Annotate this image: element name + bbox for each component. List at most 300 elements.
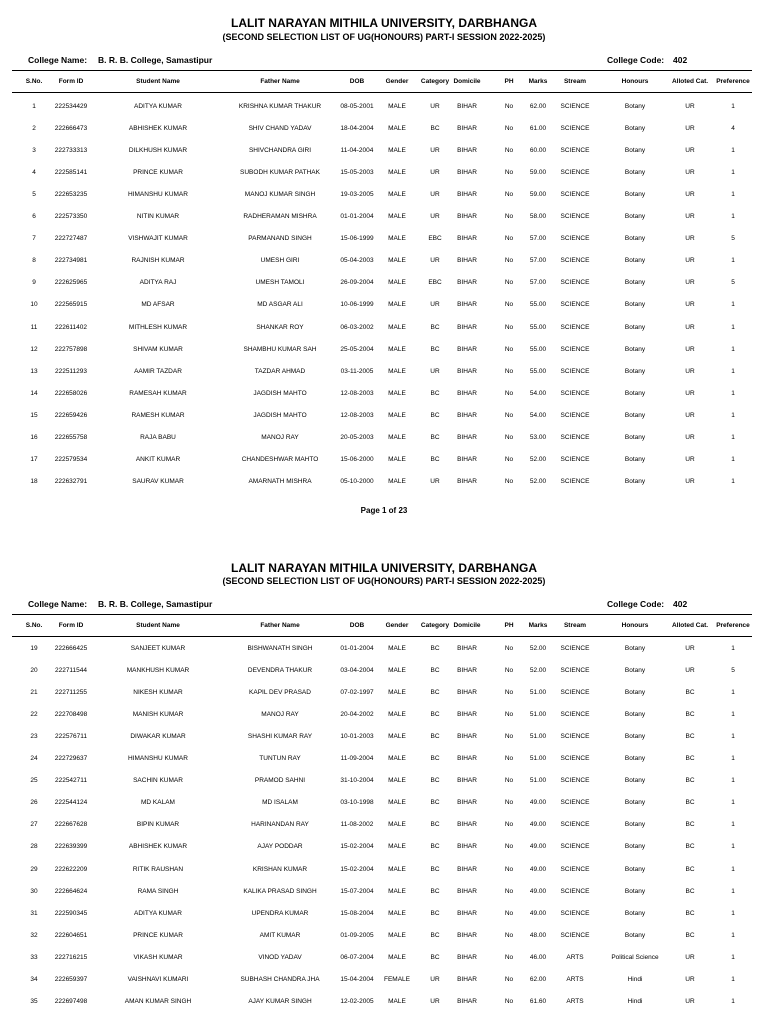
cell-student-name: ABHISHEK KUMAR <box>128 124 188 132</box>
cell-preference: 1 <box>731 821 735 829</box>
cell-marks: 54.00 <box>529 411 547 419</box>
cell-preference: 1 <box>731 688 735 696</box>
cell-gender: MALE <box>388 843 406 851</box>
cell-category: UR <box>430 168 440 176</box>
cell-stream: ARTS <box>566 976 584 983</box>
cell-sno: 9 <box>32 279 36 287</box>
cell-marks: 51.00 <box>529 710 547 718</box>
table-row <box>0 792 768 814</box>
cell-student-name: MITHLESH KUMAR <box>128 323 188 331</box>
cell-father-name: RADHERAMAN MISHRA <box>243 213 317 220</box>
cell-honours: Botany <box>624 688 646 696</box>
cell-father-name: AMIT KUMAR <box>259 931 301 939</box>
cell-domicile: BIHAR <box>457 909 477 917</box>
page-separator <box>0 530 768 545</box>
cell-domicile: BIHAR <box>457 235 477 243</box>
cell-dob: 25-05-2004 <box>340 345 374 353</box>
cell-form-id: 222590345 <box>54 909 88 917</box>
col-header-father-name: Father Name <box>260 77 300 85</box>
cell-preference: 1 <box>731 953 735 961</box>
cell-stream: SCIENCE <box>560 146 590 154</box>
cell-honours: Botany <box>624 367 646 375</box>
cell-alloted-cat: BC <box>685 688 695 696</box>
cell-alloted-cat: BC <box>685 821 695 829</box>
cell-preference: 1 <box>731 434 735 441</box>
cell-preference: 1 <box>731 931 735 939</box>
college-name: B. R. B. College, Samastipur <box>98 599 213 609</box>
cell-marks: 49.00 <box>529 865 547 873</box>
cell-preference: 1 <box>731 865 735 873</box>
cell-alloted-cat: UR <box>685 411 695 419</box>
cell-gender: MALE <box>388 909 406 917</box>
cell-student-name: RAJNISH KUMAR <box>131 257 185 265</box>
cell-domicile: BIHAR <box>457 931 477 939</box>
cell-alloted-cat: BC <box>685 887 695 895</box>
cell-form-id: 222585141 <box>54 168 88 176</box>
cell-father-name: AJAY KUMAR SINGH <box>248 998 312 1006</box>
cell-father-name: UPENDRA KUMAR <box>251 909 309 917</box>
cell-domicile: BIHAR <box>457 688 477 696</box>
cell-ph: No <box>504 323 514 331</box>
cell-father-name: HARINANDAN RAY <box>251 821 309 829</box>
cell-stream: SCIENCE <box>560 887 590 895</box>
cell-ph: No <box>504 345 514 353</box>
cell-domicile: BIHAR <box>457 732 477 740</box>
cell-domicile: BIHAR <box>457 998 477 1006</box>
cell-category: BC <box>430 434 440 441</box>
cell-category: BC <box>430 323 440 331</box>
cell-student-name: SACHIN KUMAR <box>133 777 183 785</box>
university-title: LALIT NARAYAN MITHILA UNIVERSITY, DARBHANGA <box>230 561 537 575</box>
cell-form-id: 222659397 <box>54 976 88 983</box>
cell-ph: No <box>504 146 514 154</box>
cell-father-name: SHASHI KUMAR RAY <box>247 732 313 740</box>
cell-marks: 62.00 <box>529 102 547 110</box>
cell-honours: Hindi <box>627 976 643 983</box>
table-row <box>0 316 768 338</box>
cell-gender: MALE <box>388 323 406 331</box>
col-header-domicile: Domicile <box>453 77 481 85</box>
cell-category: BC <box>430 688 440 696</box>
table-row <box>0 924 768 946</box>
page-2 <box>0 545 768 1024</box>
col-header-sno: S.No. <box>25 77 43 85</box>
cell-honours: Botany <box>624 799 646 807</box>
cell-domicile: BIHAR <box>457 411 477 419</box>
cell-form-id: 222666425 <box>54 644 88 652</box>
cell-sno: 4 <box>32 168 36 176</box>
table-row <box>0 272 768 294</box>
cell-form-id: 222579534 <box>54 456 88 464</box>
cell-honours: Botany <box>624 909 646 917</box>
cell-gender: MALE <box>388 666 406 674</box>
cell-stream: SCIENCE <box>560 688 590 696</box>
cell-sno: 13 <box>30 367 38 375</box>
cell-gender: MALE <box>388 235 406 243</box>
cell-father-name: SUBODH KUMAR PATHAK <box>240 168 320 176</box>
cell-honours: Botany <box>624 777 646 785</box>
cell-marks: 51.00 <box>529 688 547 696</box>
cell-preference: 1 <box>731 909 735 917</box>
col-header-father-name: Father Name <box>260 621 300 629</box>
cell-category: BC <box>430 666 440 674</box>
cell-father-name: TAZDAR AHMAD <box>254 367 306 375</box>
cell-stream: SCIENCE <box>560 909 590 917</box>
cell-gender: MALE <box>388 644 406 652</box>
cell-form-id: 222565915 <box>54 301 88 309</box>
cell-stream: SCIENCE <box>560 478 590 486</box>
cell-student-name: VAISHNAVI KUMARI <box>127 976 189 983</box>
cell-marks: 51.00 <box>529 732 547 740</box>
cell-alloted-cat: UR <box>685 190 695 198</box>
table-row <box>0 659 768 681</box>
cell-student-name: RAMESH KUMAR <box>131 411 185 419</box>
cell-dob: 03-04-2004 <box>340 666 374 674</box>
cell-honours: Botany <box>624 887 646 895</box>
cell-sno: 1 <box>32 102 36 110</box>
cell-honours: Botany <box>624 411 646 419</box>
cell-ph: No <box>504 821 514 829</box>
cell-dob: 06-07-2004 <box>340 953 374 961</box>
table-row <box>0 95 768 117</box>
cell-dob: 07-02-1997 <box>340 688 374 696</box>
cell-father-name: SHIVCHANDRA GIRI <box>248 146 312 154</box>
cell-gender: MALE <box>388 124 406 132</box>
cell-category: BC <box>430 732 440 740</box>
cell-category: UR <box>430 998 440 1006</box>
cell-category: BC <box>430 411 440 419</box>
cell-form-id: 222711255 <box>54 688 88 696</box>
cell-marks: 52.00 <box>529 644 547 652</box>
col-header-alloted-cat: Alloted Cat. <box>671 621 709 629</box>
cell-honours: Botany <box>624 755 646 762</box>
cell-category: BC <box>430 865 440 873</box>
cell-domicile: BIHAR <box>457 257 477 265</box>
cell-dob: 20-04-2002 <box>340 710 374 718</box>
cell-student-name: SHIVAM KUMAR <box>133 345 183 353</box>
cell-sno: 11 <box>30 323 38 331</box>
cell-category: EBC <box>428 235 442 243</box>
cell-marks: 52.00 <box>529 478 547 486</box>
cell-alloted-cat: UR <box>685 257 695 265</box>
cell-alloted-cat: UR <box>685 666 695 674</box>
cell-sno: 22 <box>30 710 38 718</box>
table-row <box>0 814 768 836</box>
cell-honours: Botany <box>624 389 646 397</box>
cell-father-name: JAGDISH MAHTO <box>253 389 307 397</box>
col-header-student-name: Student Name <box>136 77 180 85</box>
college-name: B. R. B. College, Samastipur <box>98 55 213 65</box>
cell-father-name: KALIKA PRASAD SINGH <box>243 887 317 895</box>
cell-form-id: 222611402 <box>54 323 88 331</box>
cell-student-name: RAMESAH KUMAR <box>129 389 187 397</box>
cell-father-name: MANOJ KUMAR SINGH <box>244 190 316 198</box>
cell-ph: No <box>504 688 514 696</box>
cell-marks: 57.00 <box>529 257 547 265</box>
cell-category: BC <box>430 777 440 785</box>
table-row <box>0 206 768 228</box>
cell-preference: 1 <box>731 168 735 176</box>
cell-student-name: MD AFSAR <box>141 301 175 309</box>
cell-marks: 53.00 <box>529 434 547 441</box>
cell-alloted-cat: UR <box>685 367 695 375</box>
cell-preference: 5 <box>731 666 735 674</box>
cell-student-name: SANJEET KUMAR <box>130 644 186 652</box>
cell-alloted-cat: BC <box>685 710 695 718</box>
cell-student-name: BIPIN KUMAR <box>136 821 180 829</box>
cell-father-name: UMESH GIRI <box>260 257 300 265</box>
cell-gender: MALE <box>388 213 406 220</box>
cell-category: BC <box>430 644 440 652</box>
cell-student-name: DILKHUSH KUMAR <box>128 146 188 154</box>
cell-form-id: 222667628 <box>54 821 88 829</box>
cell-domicile: BIHAR <box>457 821 477 829</box>
cell-gender: MALE <box>388 279 406 287</box>
cell-category: BC <box>430 389 440 397</box>
cell-alloted-cat: UR <box>685 478 695 486</box>
cell-honours: Botany <box>624 456 646 464</box>
table-row <box>0 991 768 1013</box>
cell-honours: Botany <box>624 710 646 718</box>
cell-domicile: BIHAR <box>457 478 477 486</box>
cell-domicile: BIHAR <box>457 953 477 961</box>
cell-sno: 27 <box>30 821 38 829</box>
cell-dob: 03-10-1998 <box>340 799 374 807</box>
cell-student-name: ANKIT KUMAR <box>135 456 181 464</box>
col-header-gender: Gender <box>385 77 409 85</box>
cell-alloted-cat: UR <box>685 323 695 331</box>
cell-preference: 1 <box>731 887 735 895</box>
table-row <box>0 382 768 404</box>
cell-alloted-cat: BC <box>685 799 695 807</box>
cell-honours: Botany <box>624 124 646 132</box>
university-title: LALIT NARAYAN MITHILA UNIVERSITY, DARBHANGA <box>230 16 537 30</box>
cell-gender: MALE <box>388 190 406 198</box>
cell-ph: No <box>504 235 514 243</box>
cell-stream: SCIENCE <box>560 168 590 176</box>
cell-stream: SCIENCE <box>560 124 590 132</box>
cell-form-id: 222511293 <box>54 367 88 375</box>
cell-sno: 2 <box>32 124 36 132</box>
cell-honours: Hindi <box>627 998 643 1006</box>
cell-category: BC <box>430 755 440 762</box>
cell-category: UR <box>430 478 440 486</box>
table-row <box>0 427 768 449</box>
cell-form-id: 222653235 <box>54 190 88 198</box>
cell-father-name: SHIV CHAND YADAV <box>248 124 312 132</box>
cell-alloted-cat: BC <box>685 931 695 939</box>
cell-preference: 1 <box>731 301 735 309</box>
cell-father-name: CHANDESHWAR MAHTO <box>241 456 319 464</box>
cell-sno: 25 <box>30 777 38 785</box>
cell-preference: 1 <box>731 799 735 807</box>
cell-stream: SCIENCE <box>560 666 590 674</box>
cell-ph: No <box>504 953 514 961</box>
cell-ph: No <box>504 257 514 265</box>
cell-student-name: RAMA SINGH <box>137 887 179 895</box>
cell-preference: 5 <box>731 235 735 243</box>
cell-ph: No <box>504 168 514 176</box>
cell-father-name: JAGDISH MAHTO <box>253 411 307 419</box>
cell-marks: 51.00 <box>529 755 547 762</box>
col-header-category: Category <box>420 621 450 629</box>
col-header-stream: Stream <box>563 77 587 85</box>
cell-stream: SCIENCE <box>560 102 590 110</box>
cell-marks: 49.00 <box>529 799 547 807</box>
cell-form-id: 222711544 <box>54 666 88 674</box>
cell-gender: MALE <box>388 688 406 696</box>
cell-category: BC <box>430 710 440 718</box>
cell-domicile: BIHAR <box>457 434 477 441</box>
cell-ph: No <box>504 931 514 939</box>
cell-gender: MALE <box>388 478 406 486</box>
cell-dob: 01-01-2004 <box>340 213 374 220</box>
cell-father-name: KRISHNA KUMAR THAKUR <box>238 102 322 110</box>
cell-alloted-cat: UR <box>685 124 695 132</box>
cell-dob: 15-02-2004 <box>340 843 374 851</box>
cell-domicile: BIHAR <box>457 456 477 464</box>
cell-dob: 10-01-2003 <box>340 732 374 740</box>
cell-form-id: 222733313 <box>54 146 88 154</box>
cell-honours: Botany <box>624 666 646 674</box>
cell-ph: No <box>504 887 514 895</box>
cell-sno: 21 <box>30 688 38 696</box>
table-row <box>0 294 768 316</box>
cell-stream: SCIENCE <box>560 732 590 740</box>
cell-stream: SCIENCE <box>560 843 590 851</box>
table-row <box>0 117 768 139</box>
cell-gender: MALE <box>388 102 406 110</box>
cell-sno: 24 <box>30 755 38 762</box>
cell-dob: 19-03-2005 <box>340 190 374 198</box>
cell-dob: 12-08-2003 <box>340 411 374 419</box>
cell-ph: No <box>504 124 514 132</box>
cell-marks: 52.00 <box>529 456 547 464</box>
cell-alloted-cat: UR <box>685 389 695 397</box>
cell-preference: 1 <box>731 777 735 785</box>
table-row <box>0 161 768 183</box>
cell-form-id: 222727487 <box>54 235 88 243</box>
col-header-sno: S.No. <box>25 621 43 629</box>
table-row <box>0 338 768 360</box>
cell-form-id: 222576711 <box>54 732 88 740</box>
cell-honours: Botany <box>624 301 646 309</box>
cell-student-name: RITIK RAUSHAN <box>132 865 184 873</box>
table-header <box>0 72 768 90</box>
cell-preference: 1 <box>731 976 735 983</box>
cell-dob: 15-06-2000 <box>340 456 374 464</box>
cell-domicile: BIHAR <box>457 323 477 331</box>
cell-sno: 28 <box>30 843 38 851</box>
cell-alloted-cat: UR <box>685 953 695 961</box>
cell-category: BC <box>430 821 440 829</box>
cell-gender: MALE <box>388 146 406 154</box>
cell-alloted-cat: UR <box>685 434 695 441</box>
col-header-gender: Gender <box>385 621 409 629</box>
cell-ph: No <box>504 998 514 1006</box>
cell-marks: 59.00 <box>529 190 547 198</box>
cell-dob: 15-05-2003 <box>340 168 374 176</box>
cell-category: UR <box>430 102 440 110</box>
cell-form-id: 222716215 <box>54 953 88 961</box>
cell-honours: Political Science <box>611 953 659 961</box>
cell-domicile: BIHAR <box>457 755 477 762</box>
college-code: 402 <box>673 599 688 609</box>
cell-form-id: 222757898 <box>54 345 88 353</box>
college-code: 402 <box>673 55 688 65</box>
cell-stream: SCIENCE <box>560 434 590 441</box>
cell-alloted-cat: UR <box>685 235 695 243</box>
cell-preference: 1 <box>731 190 735 198</box>
cell-domicile: BIHAR <box>457 102 477 110</box>
cell-dob: 03-11-2005 <box>340 367 374 375</box>
cell-stream: SCIENCE <box>560 190 590 198</box>
cell-preference: 1 <box>731 411 735 419</box>
cell-dob: 10-06-1999 <box>340 301 374 309</box>
cell-marks: 55.00 <box>529 301 547 309</box>
cell-gender: MALE <box>388 411 406 419</box>
cell-category: BC <box>430 931 440 939</box>
cell-ph: No <box>504 301 514 309</box>
cell-ph: No <box>504 710 514 718</box>
cell-preference: 1 <box>731 710 735 718</box>
cell-ph: No <box>504 644 514 652</box>
col-header-dob: DOB <box>349 621 365 629</box>
cell-alloted-cat: UR <box>685 146 695 154</box>
cell-alloted-cat: UR <box>685 279 695 287</box>
cell-ph: No <box>504 279 514 287</box>
cell-student-name: MANKHUSH KUMAR <box>126 666 190 674</box>
cell-domicile: BIHAR <box>457 279 477 287</box>
cell-form-id: 222625965 <box>54 279 88 287</box>
cell-sno: 29 <box>30 865 38 873</box>
cell-alloted-cat: BC <box>685 732 695 740</box>
cell-domicile: BIHAR <box>457 887 477 895</box>
college-name-label: College Name: <box>28 599 88 609</box>
cell-domicile: BIHAR <box>457 301 477 309</box>
cell-preference: 4 <box>731 124 735 132</box>
cell-preference: 1 <box>731 456 735 464</box>
cell-alloted-cat: BC <box>685 777 695 785</box>
cell-honours: Botany <box>624 235 646 243</box>
cell-sno: 31 <box>30 909 38 917</box>
cell-gender: MALE <box>388 931 406 939</box>
cell-preference: 1 <box>731 213 735 220</box>
cell-honours: Botany <box>624 821 646 829</box>
cell-stream: SCIENCE <box>560 865 590 873</box>
cell-domicile: BIHAR <box>457 799 477 807</box>
cell-sno: 18 <box>30 478 38 486</box>
cell-dob: 05-04-2003 <box>340 257 374 265</box>
cell-student-name: HIMANSHU KUMAR <box>128 755 188 762</box>
cell-ph: No <box>504 799 514 807</box>
cell-dob: 11-08-2002 <box>340 821 374 829</box>
cell-father-name: KRISHAN KUMAR <box>252 865 308 873</box>
cell-father-name: VINOD YADAV <box>258 953 302 961</box>
cell-sno: 35 <box>30 998 38 1006</box>
cell-honours: Botany <box>624 323 646 331</box>
cell-stream: SCIENCE <box>560 755 590 762</box>
cell-gender: MALE <box>388 389 406 397</box>
cell-form-id: 222708498 <box>54 710 88 718</box>
cell-marks: 60.00 <box>529 146 547 154</box>
cell-marks: 55.00 <box>529 323 547 331</box>
cell-form-id: 222622209 <box>54 865 88 873</box>
cell-domicile: BIHAR <box>457 389 477 397</box>
col-header-marks: Marks <box>528 77 548 85</box>
cell-father-name: PRAMOD SAHNI <box>254 777 306 785</box>
cell-dob: 15-08-2004 <box>340 909 374 917</box>
